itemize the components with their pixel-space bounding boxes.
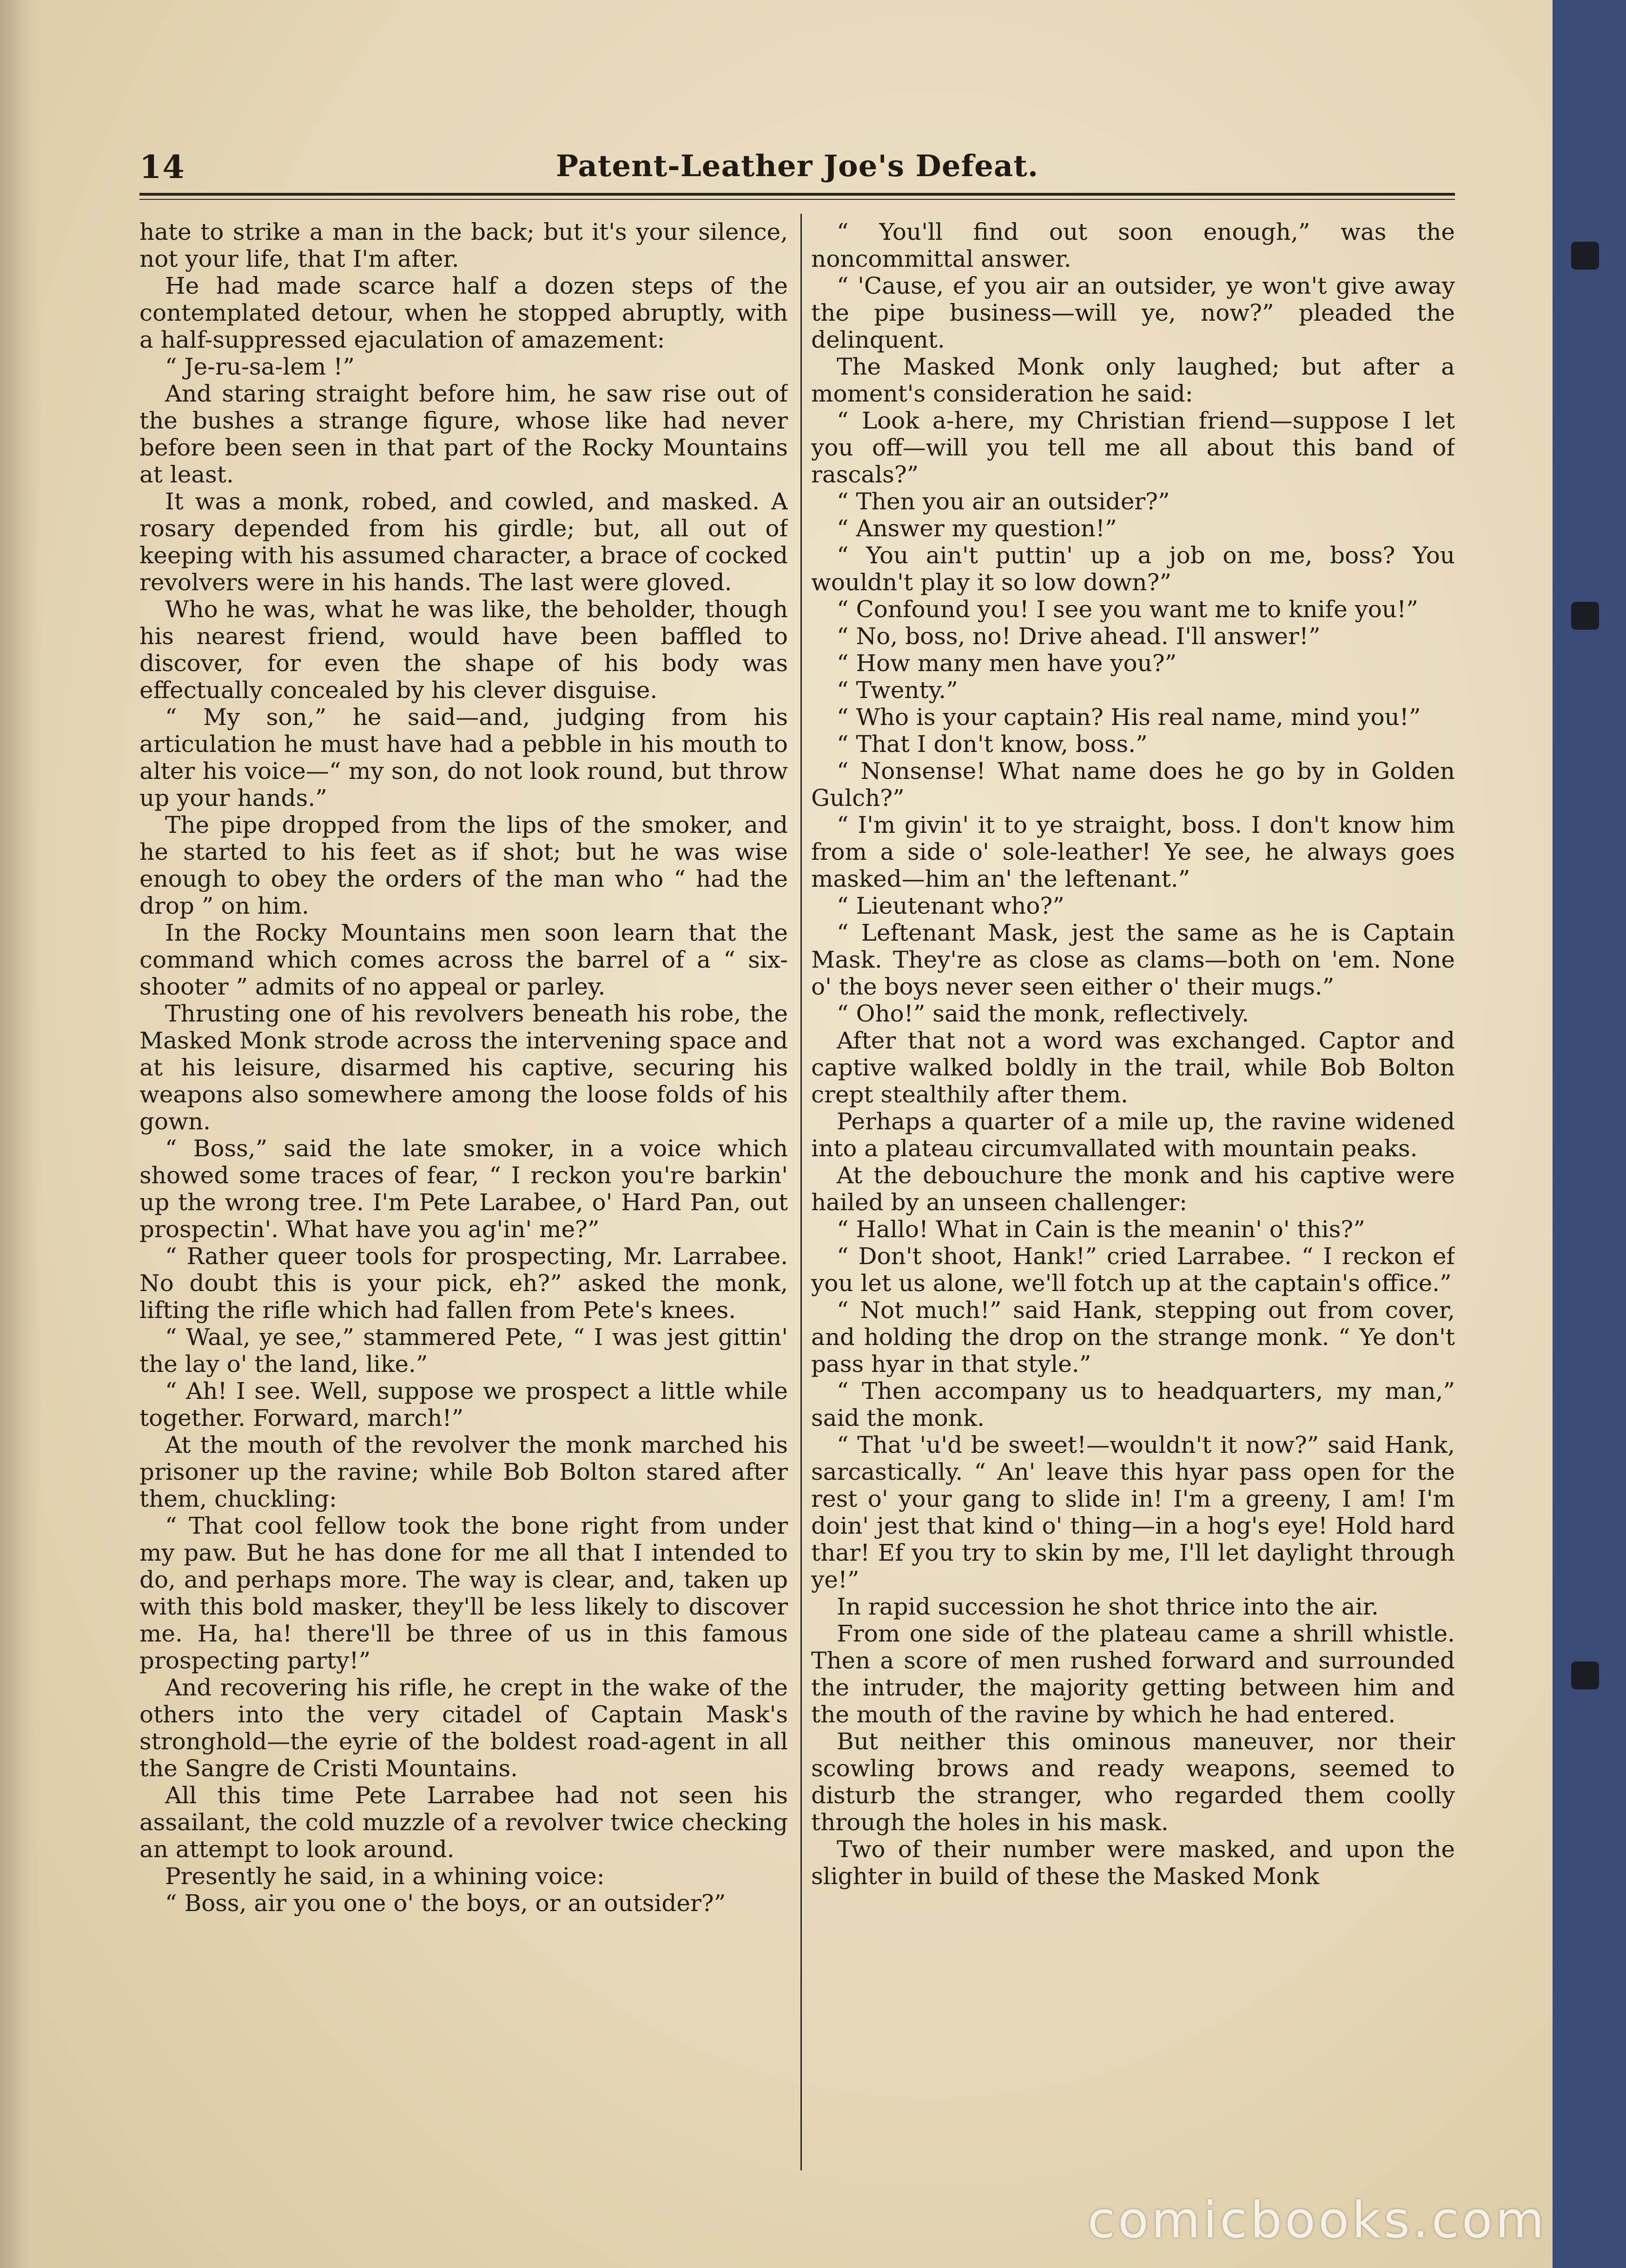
paragraph: From one side of the plateau came a shrill whistle. Then a score of men rushed forward and surrounded the intruder, the majority getting between him and the mouth of the ravine by which he had entered. (811, 1620, 1455, 1728)
paragraph: “ 'Cause, ef you air an outsider, ye won't give away the pipe business—will ye, now?” pleaded the delinquent. (811, 272, 1455, 353)
paragraph: “ Oho!” said the monk, reflectively. (837, 1000, 1249, 1027)
paragraph: “ Hallo! What in Cain is the meanin' o' this?” (837, 1216, 1365, 1243)
paragraph: Perhaps a quarter of a mile up, the ravine widened into a plateau circumvallated with mountain peaks. (811, 1108, 1455, 1162)
paragraph: The pipe dropped from the lips of the smoker, and he started to his feet as if shot; but he was wise enough to obey the orders of the man who “ had the drop ” on him. (139, 811, 788, 919)
paragraph: At the mouth of the revolver the monk marched his prisoner up the ravine; while Bob Bolton stared after them, chuckling: (139, 1431, 788, 1512)
paragraph: “ You ain't puttin' up a job on me, boss? You wouldn't play it so low down?” (811, 542, 1455, 596)
paragraph: “ Boss, air you one o' the boys, or an outsider?” (165, 1890, 726, 1917)
paragraph: Presently he said, in a whining voice: (165, 1863, 605, 1890)
paragraph: It was a monk, robed, and cowled, and masked. A rosary depended from his girdle; but, all out of keeping with his assumed character, a brace of cocked revolvers were in his hands. The last were gloved. (139, 488, 788, 596)
binding-hole (1571, 1661, 1599, 1689)
page-spine-shadow (0, 0, 42, 2268)
paragraph: “ That I don't know, boss.” (837, 731, 1148, 758)
running-header (139, 139, 1455, 195)
column-divider (800, 214, 802, 2170)
paragraph: “ That 'u'd be sweet!—wouldn't it now?” said Hank, sarcastically. “ An' leave this hyar pass open for the rest o' your gang to slide in! I'm a greeny, I am! I'm doin' jest that kind o' thing—in a hog's eye! Hold hard thar! Ef you try to skin by me, I'll let daylight through ye!” (811, 1431, 1455, 1593)
paragraph: “ Boss,” said the late smoker, in a voice which showed some traces of fear, “ I reckon you're barkin' up the wrong tree. I'm Pete Larabee, o' Hard Pan, out prospectin'. What have you ag'in' me?” (139, 1135, 788, 1243)
paragraph: “ Look a-here, my Christian friend—suppose I let you off—will you tell me all about this band of rascals?” (811, 407, 1455, 488)
paragraph: And staring straight before him, he saw rise out of the bushes a strange figure, whose like had never before been seen in that part of the Rocky Mountains at least. (139, 380, 788, 488)
paragraph: “ Je-ru-sa-lem !” (165, 353, 355, 380)
paragraph: “ My son,” he said—and, judging from his articulation he must have had a pebble in his mouth to alter his voice—“ my son, do not look round, but throw up your hands.” (139, 704, 788, 811)
paragraph: “ You'll find out soon enough,” was the noncommittal answer. (811, 218, 1455, 272)
paragraph: And recovering his rifle, he crept in the wake of the others into the very citadel of Captain Mask's stronghold—the eyrie of the boldest road-agent in all the Sangre de Cristi Mountains. (139, 1674, 788, 1782)
paragraph: “ Then you air an outsider?” (837, 488, 1170, 515)
binding-hole (1571, 602, 1599, 630)
paragraph: In the Rocky Mountains men soon learn that the command which comes across the barrel of a “ six-shooter ” admits of no appeal or parley. (139, 919, 788, 1000)
header-rule (139, 193, 1455, 196)
paragraph: “ Rather queer tools for prospecting, Mr. Larrabee. No doubt this is your pick, eh?” asked the monk, lifting the rifle which had fallen from Pete's knees. (139, 1243, 788, 1324)
paragraph: “ Not much!” said Hank, stepping out from cover, and holding the drop on the strange monk. “ Ye don't pass hyar in that style.” (811, 1297, 1455, 1378)
paragraph: “ Nonsense! What name does he go by in Golden Gulch?” (811, 758, 1455, 811)
paragraph: All this time Pete Larrabee had not seen his assailant, the cold muzzle of a revolver twice checking an attempt to look around. (139, 1782, 788, 1863)
paragraph: After that not a word was exchanged. Captor and captive walked boldly in the trail, while Bob Bolton crept stealthily after them. (811, 1027, 1455, 1108)
paragraph: But neither this ominous maneuver, nor their scowling brows and ready weapons, seemed to disturb the stranger, who regarded them coolly through the holes in his mask. (811, 1728, 1455, 1836)
paragraph: “ Lieutenant who?” (837, 892, 1064, 919)
paragraph: “ Waal, ye see,” stammered Pete, “ I was jest gittin' the lay o' the land, like.” (139, 1324, 788, 1378)
paragraph: “ How many men have you?” (837, 650, 1177, 677)
binding-hole (1571, 242, 1599, 270)
paragraph: “ Confound you! I see you want me to knife you!” (837, 596, 1418, 623)
paragraph: The Masked Monk only laughed; but after a moment's consideration he said: (811, 353, 1455, 407)
paragraph: He had made scarce half a dozen steps of the contemplated detour, when he stopped abruptly, with a half-suppressed ejaculation of amazement: (139, 272, 788, 353)
paragraph: “ No, boss, no! Drive ahead. I'll answer!” (837, 623, 1321, 650)
paragraph: “ Twenty.” (837, 677, 958, 704)
paragraph: At the debouchure the monk and his captive were hailed by an unseen challenger: (811, 1162, 1455, 1216)
left-column (139, 218, 788, 2161)
paragraph: “ Leftenant Mask, jest the same as he is Captain Mask. They're as close as clams—both on 'em. None o' the boys never seen either o' their mugs.” (811, 919, 1455, 1000)
right-column (811, 218, 1455, 2161)
paragraph: “ Ah! I see. Well, suppose we prospect a little while together. Forward, march!” (139, 1378, 788, 1431)
paragraph: Who he was, what he was like, the beholder, though his nearest friend, would have been baffled to discover, for even the shape of his body was effectually concealed by his clever disguise. (139, 596, 788, 704)
watermark: comicbooks.com (1087, 2191, 1547, 2249)
page-title: Patent-Leather Joe's Defeat. (555, 149, 1039, 184)
paragraph: “ Don't shoot, Hank!” cried Larrabee. “ I reckon ef you let us alone, we'll fotch up at the captain's office.” (811, 1243, 1455, 1297)
paragraph: “ Answer my question!” (837, 515, 1117, 542)
paragraph: “ That cool fellow took the bone right from under my paw. But he has done for me all that I intended to do, and perhaps more. The way is clear, and, taken up with this bold masker, they'll be less likely to discover me. Ha, ha! there'll be three of us in this famous prospecting party!” (139, 1512, 788, 1674)
paragraph: Thrusting one of his revolvers beneath his robe, the Masked Monk strode across the intervening space and at his leisure, disarmed his captive, securing his weapons also somewhere among the loose folds of his gown. (139, 1000, 788, 1135)
paragraph: hate to strike a man in the back; but it's your silence, not your life, that I'm after. (139, 218, 788, 272)
paragraph: In rapid succession he shot thrice into the air. (837, 1593, 1379, 1620)
header-rule-thin (139, 199, 1455, 200)
page-number: 14 (139, 149, 185, 186)
paragraph: Two of their number were masked, and upon the slighter in build of these the Masked Monk (811, 1836, 1455, 1890)
paragraph: “ I'm givin' it to ye straight, boss. I don't know him from a side o' sole-leather! Ye see, he always goes masked—him an' the leftenant.” (811, 811, 1455, 892)
paragraph: “ Then accompany us to headquarters, my man,” said the monk. (811, 1378, 1455, 1431)
paragraph: “ Who is your captain? His real name, mind you!” (837, 704, 1421, 731)
